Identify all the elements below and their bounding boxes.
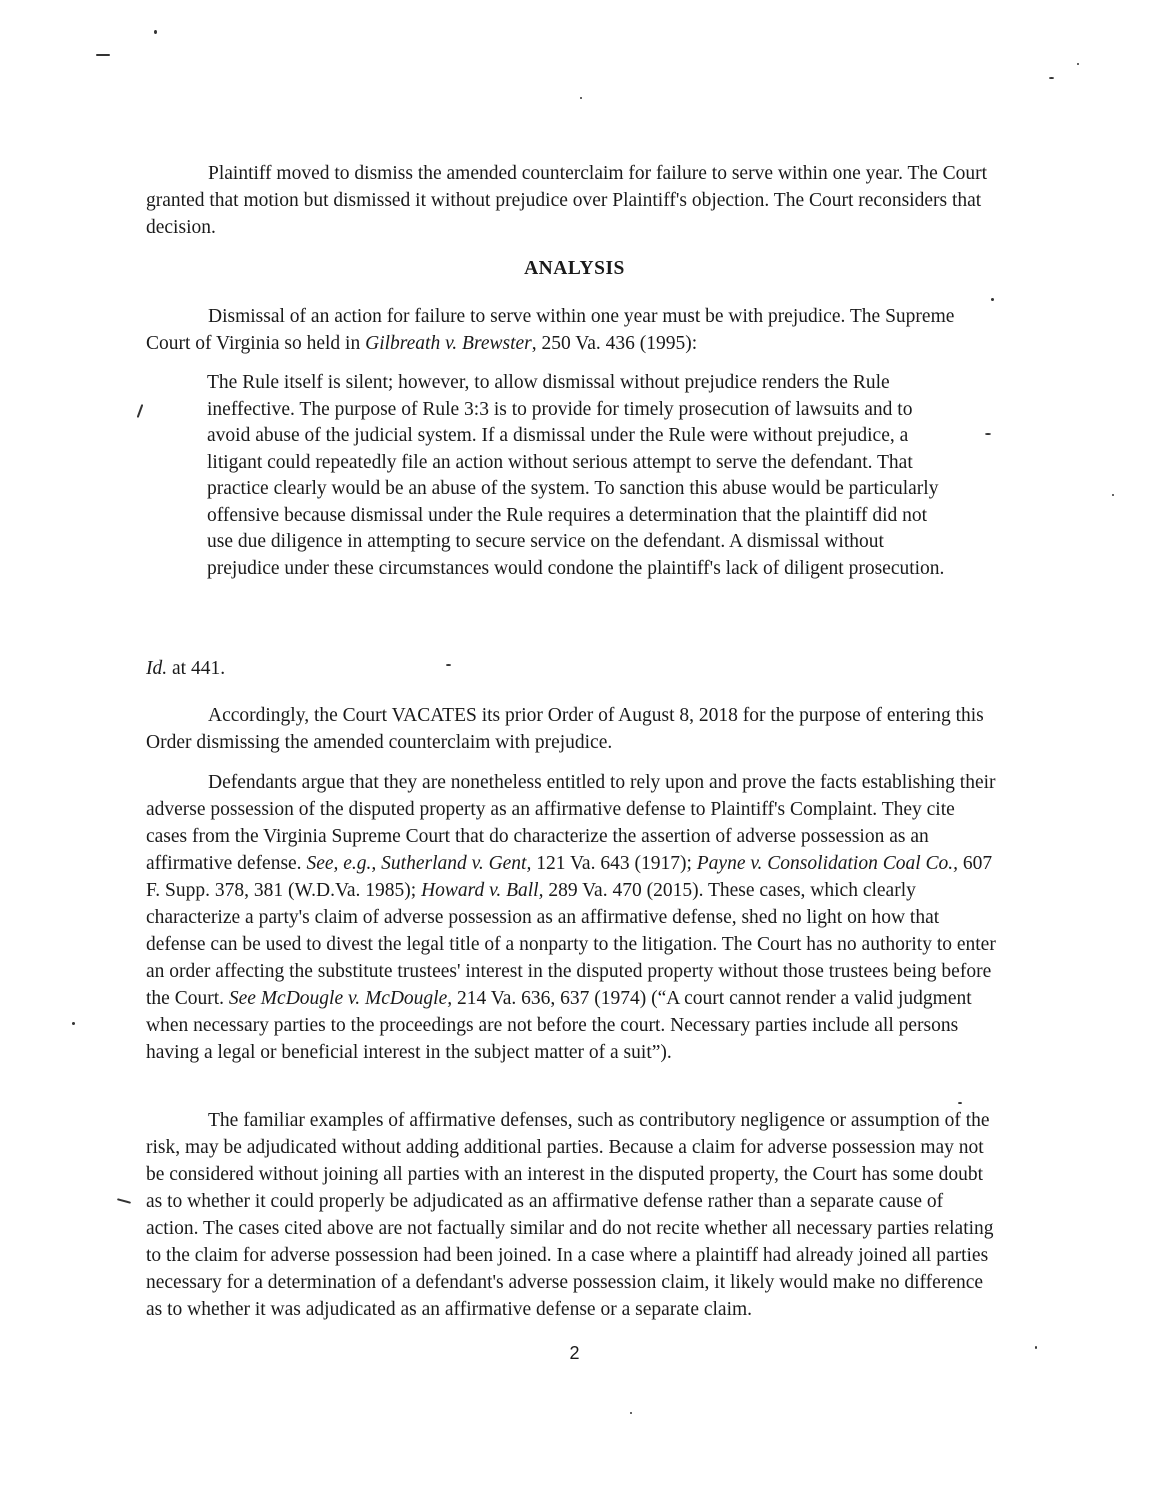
defendants-text-3: 607 F. Supp. 378, 381 (W.D.Va. 1985);	[146, 853, 993, 901]
dismissal-paragraph	[146, 303, 996, 357]
intro-paragraph: Plaintiff moved to dismiss the amended counterclaim for failure to serve within one year. The Court granted that motion but dismissed it without prejudice over Plaintiff's objection. The Court reconsiders that decision.	[146, 163, 988, 238]
scan-speck	[1112, 494, 1114, 496]
id-pin: at 441.	[167, 658, 226, 679]
dismissal-text-b: , 250 Va. 436 (1995):	[531, 333, 698, 354]
scan-speck	[154, 30, 157, 34]
block-quote: The Rule itself is silent; however, to allow dismissal without prejudice renders the Rule ineffective. The purpose of Rule 3:3 is to provide for timely prosecution of lawsuits and to avoid abuse of the judicial system. If a dismissal under the Rule were without prejudice, a litigant could repeatedly file an action without serious attempt to serve the defendant. That practice clearly would be an abuse of the system. To sanction this abuse would be particularly offensive because dismissal under the Rule requires a determination that the plaintiff did not use due diligence in attempting to secure service on the defendant. A dismissal without prejudice under these circumstances would condone the plaintiff's lack of diligent prosecution.	[207, 372, 945, 579]
citation-mcdougle: See McDougle v. McDougle,	[228, 988, 453, 1009]
scan-speck	[580, 97, 582, 99]
scan-speck	[985, 433, 991, 435]
scan-speck	[958, 1102, 962, 1104]
defendants-paragraph	[146, 769, 996, 1066]
citation-howard: Howard v. Ball,	[421, 880, 544, 901]
scan-speck	[991, 298, 994, 301]
citation-payne: Payne v. Consolidation Coal Co.,	[696, 853, 959, 874]
dismissal-text-a: Dismissal of an action for failure to serve within one year must be with prejudice. The Supreme Court of Virginia so held in	[146, 306, 955, 354]
citation-sutherland: See, e.g., Sutherland v. Gent,	[306, 853, 532, 874]
section-heading: ANALYSIS	[524, 258, 625, 279]
scan-speck	[137, 404, 144, 418]
page-number: 2	[569, 1343, 580, 1363]
defendants-text-1: Defendants argue that they are nonetheless entitled to rely upon and prove the facts establishing their adverse possession of the disputed property as an affirmative defense to Plaintiff's Complaint. They cite cases from the Virginia Supreme Court that do characterize the assertion of adverse possession as an affirmative defense.	[146, 772, 996, 874]
defendants-text-2: 121 Va. 643 (1917);	[531, 853, 697, 874]
scan-speck	[1049, 77, 1054, 79]
scan-speck	[117, 1198, 131, 1204]
scan-speck	[72, 1022, 75, 1025]
id-italic: Id.	[146, 658, 168, 679]
familiar-paragraph: The familiar examples of affirmative defenses, such as contributory negligence or assumption of the risk, may be adjudicated without adding additional parties. Because a claim for adverse possession may not be considered without joining all parties with an interest in the disputed property, the Court has some doubt as to whether it could properly be adjudicated as an affirmative defense rather than a separate cause of action. The cases cited above are not factually similar and do not recite whether all necessary parties relating to the claim for adverse possession had been joined. In a case where a plaintiff had already joined all parties necessary for a determination of a defendant's adverse possession claim, it likely would make no difference as to whether it was adjudicated as an affirmative defense or a separate claim.	[146, 1110, 994, 1320]
scan-speck	[630, 1412, 632, 1414]
case-citation: Gilbreath v. Brewster	[365, 333, 532, 354]
id-citation	[146, 655, 996, 682]
defendants-text-5: 214 Va. 636, 637 (1974) (“A court cannot render a valid judgment when necessary parties to the proceedings are not before the court. Necessary parties include all persons having a legal or beneficial interest in the subject matter of a suit”).	[146, 988, 972, 1063]
scan-speck	[96, 54, 110, 56]
scan-speck	[1077, 63, 1079, 65]
accordingly-paragraph: Accordingly, the Court VACATES its prior Order of August 8, 2018 for the purpose of entering this Order dismissing the amended counterclaim with prejudice.	[146, 705, 984, 753]
defendants-text-4: 289 Va. 470 (2015). These cases, which clearly characterize a party's claim of adverse possession as an affirmative defense, shed no light on how that defense can be used to divest the legal title of a nonparty to the litigation. The Court has no authority to enter an order affecting the substitute trustees' interest in the disputed property without those trustees being before the Court.	[146, 880, 996, 1009]
